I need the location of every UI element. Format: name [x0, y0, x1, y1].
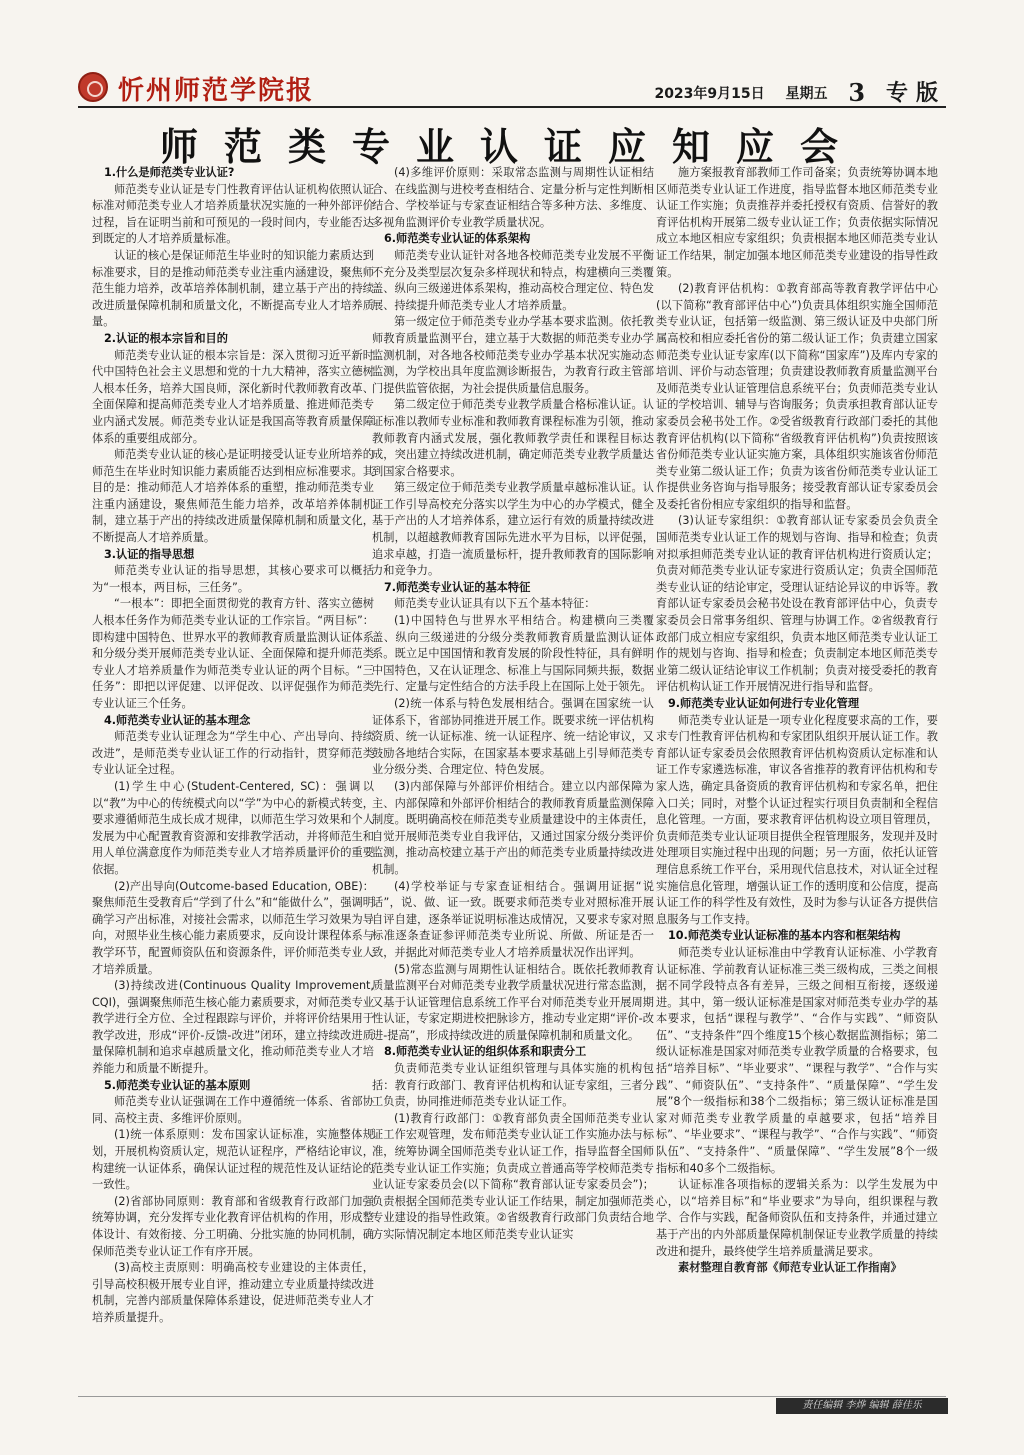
- paragraph: “一根本”：即把全面贯彻党的教育方针、落实立德树人根本任务作为师范类专业认证的工作宗旨。“两目标”：即构建中国特色、世界水平的教师教育质量监测认证体系和分级分类开展师范类专业认证、全面保障和提升师范类专业人才培养质量作为师范类专业认证的两个目标。“三任务”：即把以评促建、以评促改、以评促强作为师范类专业认证三个任务。: [92, 597, 374, 710]
- paragraph: 施方案报教育部教师工作司备案；负责统筹协调本地区师范类专业认证工作进度，指导监督本地区师范类专业认证工作实施；负责推荐并委托授权有资质、信誉好的教育评估机构开展第二级专业认证工作；负责依据实际情况成立本地区相应专家组织；负责根据本地区师范类专业认证工作结果，制定加强本地区师范类专业建设的指导性政策。: [656, 166, 938, 279]
- paragraph: 师范类专业认证强调在工作中遵循统一体系、省部协同、高校主责、多维评价原则。: [92, 1095, 374, 1125]
- paragraph: 认证标准各项指标的逻辑关系为：以学生发展为中心，以“培养目标”和“毕业要求”为导向，组织课程与教学、合作与实践，配备师资队伍和支持条件，并通过建立基于产出的内外部质量保障机制保证专业教学质量的持续改进和提升，最终使学生培养质量满足要求。: [656, 1178, 938, 1258]
- paragraph: (3)认证专家组织：①教育部认证专家委员会负责全国师范类专业认证工作的规划与咨询、指导和检查；负责对拟承担师范类专业认证的教育评估机构进行资质认定；负责对师范类专业认证专家进行资质认定；负责全国师范类专业认证的结论审定，受理认证结论异议的申诉等。教育部认证专家委员会秘书处设在教育部评估中心，负责专家委员会日常事务组织、管理与协调工作。②省级教育行政部门成立相应专家组织，负责本地区师范类专业认证工作的规划与咨询、指导和检查；负责制定本地区师范类专业第二级认证结论审议工作机制；负责对接受委托的教育评估机构认证工作开展情况进行指导和监督。: [656, 514, 938, 694]
- paragraph: 负责师范类专业认证组织管理与具体实施的机构包括：教育行政部门、教育评估机构和认证专家组，三者分工负责，协同推进师范类专业认证工作。: [372, 1062, 654, 1109]
- paragraph: 认证的核心是保证师范生毕业时的知识能力素质达到标准要求，目的是推动师范类专业注重内涵建设，聚焦师范生能力培养，改革培养体制机制，建立基于产出的持续改进质量保障机制和质量文化，不断提高专业人才培养质量。: [92, 248, 374, 329]
- paragraph: 师范类专业认证是一项专业化程度要求高的工作，要求专门性教育评估机构和专家团队组织开展认证工作。教育部认证专家委员会依照教育评估机构资质认定标准和认证工作专家遴选标准，审议各省推荐的教育评估机构和专家人选，确定具备资质的教育评估机构和专家名单，把住入口关；同时，对整个认证过程实行项目负责制和全程信息化管理。一方面，要求教育评估机构设立项目管理员，负责师范类专业认证项目提供全程管理服务，发现并及时处理项目实施过程中出现的问题；另一方面，依托认证管理信息系统工作平台，采用现代信息技术，对认证全过程实施信息化管理，增强认证工作的透明度和公信度，提高认证工作的科学性及有效性，及时为参与认证各方提供信息服务与工作支持。: [656, 713, 938, 926]
- paragraph: (2)统一体系与特色发展相结合。强调在国家统一认证体系下，省部协同推进开展工作。既要求统一评估机构资质、统一认证标准、统一认证程序、统一结论审议，又鼓励各地结合实际，在国家基本要求基础上引导师范类专业分级分类、合理定位、特色发展。: [372, 697, 654, 777]
- section-heading: 9.师范类专业认证如何进行专业化管理: [668, 697, 860, 710]
- section-name: 专版: [885, 81, 946, 106]
- paragraph: (1)教育行政部门：①教育部负责全国师范类专业认证工作宏观管理，发布师范类专业认证工作实施办法与标准，统筹协调全国师范类专业认证工作，指导监督全国师范类专业认证工作实施；负责成立普通高等学校师范类专业认证专家委员会(以下简称“教育部认证专家委员会”)；负责根据全国师范类专业认证工作结果，制定加强师范类专业建设的指导性政策。②省级教育行政部门负责结合地方实际情况制定本地区师范类专业认证实: [372, 1111, 654, 1241]
- page-headline: 师范类专业认证应知应会: [159, 124, 864, 169]
- section-heading: 1.什么是师范类专业认证?: [104, 166, 235, 179]
- article-column-1: [92, 165, 374, 1395]
- article-column-2: [372, 165, 654, 1395]
- paragraph: (2)产出导向(Outcome-based Education, OBE)：聚焦师范生受教育后“学到了什么”和“能做什么”，强调明确学习产出标准，对接社会需求，以师范生学习效果为导向，对照毕业生核心能力素质要求，反向设计课程体系与教学环节，配置师资队伍和资源条件，评价师范类专业人才培养质量。: [92, 879, 374, 976]
- section-heading: 8.师范类专业认证的组织体系和职责分工: [384, 1045, 587, 1059]
- article-column-3: [656, 165, 938, 1395]
- paragraph: 师范类专业认证针对各地各校师范类专业发展不平衡不充分及类型层次复杂多样现状和特点，构建横向三类覆盖、纵向三级递进体系架构，推动高校合理定位、特色发展、持续提升师范类专业人才培养质量。: [372, 248, 654, 312]
- editor-credit: 责任编辑 李烨 编辑 薛佳乐: [776, 1398, 948, 1414]
- page-number: 3: [848, 78, 866, 107]
- paragraph: (4)多维评价原则：采取常态监测与周期性认证相结合、在线监测与进校考查相结合、定量分析与定性判断相结合、学校举证与专家查证相结合等多种方法、多维度、多视角监测评价专业教学质量状况。: [372, 166, 654, 229]
- paragraph: 师范类专业认证的根本宗旨是：深入贯彻习近平新时代中国特色社会主义思想和党的十九大精神，落实立德树人根本任务，培养大国良师，深化新时代教师教育改革、全面保障和提高师范类专业人才培养质量、推进师范类专业内涵式发展。师范类专业认证是我国高等教育质量保障体系的重要组成部分。: [92, 348, 374, 445]
- paragraph: 师范类专业认证的核心是证明接受认证专业所培养的师范生在毕业时知识能力素质能否达到相应标准要求。其目的是：推动师范人才培养体系的重塑，推动师范类专业注重内涵建设，聚焦师范生能力培养，改革培养体制机制，建立基于产出的持续改进质量保障机制和质量文化，不断提高人才培养质量。: [92, 448, 374, 545]
- paragraph: (1)中国特色与世界水平相结合。构建横向三类覆盖、纵向三级递进的分级分类教师教育质量监测认证体系。既立足中国国情和教育发展的阶段性特征，具有鲜明中国特色，又在认证理念、标准上与国际同频共振，数据先行、定量与定性结合的方法手段上在国际上处于领先。: [372, 614, 654, 694]
- paragraph: 第一级定位于师范类专业办学基本要求监测。依托教师教育质量监测平台，建立基于大数据的师范类专业办学监测机制，对各地各校师范类专业办学基本状况实施动态监测，为学校出具年度监测诊断报告，为教育行政主管部门提供监管依据，为社会提供质量信息服务。: [372, 315, 654, 395]
- section-heading: 3.认证的指导思想: [104, 547, 195, 561]
- paragraph: 第二级定位于师范类专业教学质量合格标准认证。认证标准以教师专业标准和教师教育课程标准为引领，推动教师教育内涵式发展，强化教师教学责任和课程目标达成，突出建立持续改进机制，确定师范类专业教学质量达到国家合格要求。: [372, 398, 654, 478]
- section-heading: 10.师范类专业认证标准的基本内容和框架结构: [668, 929, 901, 943]
- issue-weekday: 星期五: [785, 86, 828, 102]
- section-heading: 4.师范类专业认证的基本理念: [104, 713, 251, 727]
- paragraph: (3)高校主责原则：明确高校专业建设的主体责任，引导高校积极开展专业自评，推动建立专业质量持续改进机制，完善内部质量保障体系建设，促进师范类专业人才培养质量提升。: [92, 1261, 374, 1324]
- issue-date: 2023年9月15日: [654, 86, 765, 102]
- paragraph: 师范类专业认证是专门性教育评估认证机构依照认证标准对师范类专业人才培养质量状况实施的一种外部评价过程，旨在证明当前和可预见的一段时间内，专业能否达到既定的人才培养质量标准。: [92, 182, 374, 246]
- paragraph: (1)统一体系原则：发布国家认证标准，实施整体规划，开展机构资质认定，规范认证程序，严格结论审议，构建统一认证体系，确保认证过程的规范性及认证结论的一致性。: [92, 1128, 374, 1192]
- section-heading: 6.师范类专业认证的体系架构: [384, 232, 531, 246]
- issue-info: [638, 76, 946, 107]
- paragraph: 师范类专业认证标准由中学教育认证标准、小学教育认证标准、学前教育认证标准三类三级构成，三类之间根据不同学段特点各有差异，三级之间相互衔接，逐级递进。其中，第一级认证标准是国家对师范类专业办学的基本要求，包括“课程与教学”、“合作与实践”、“师资队伍”、“支持条件”四个维度15个核心数据监测指标；第二级认证标准是国家对师范类专业教学质量的合格要求，包括“培养目标”、“毕业要求”、“课程与教学”、“合作与实践”、“师资队伍”、“支持条件”、“质量保障”、“学生发展”8个一级指标和38个二级指标；第三级认证标准是国家对师范类专业教学质量的卓越要求，包括“培养目标”、“毕业要求”、“课程与教学”、“合作与实践”、“师资队伍”、“支持条件”、“质量保障”、“学生发展”8个一级指标和40多个二级指标。: [656, 945, 938, 1175]
- section-heading: 7.师范类专业认证的基本特征: [384, 580, 531, 594]
- section-heading: 5.师范类专业认证的基本原则: [104, 1078, 251, 1092]
- paragraph: 师范类专业认证理念为“学生中心、产出导向、持续改进”，是师范类专业认证工作的行动指针，贯穿师范类专业认证全过程。: [92, 730, 374, 777]
- paragraph: 师范类专业认证具有以下五个基本特征：: [394, 597, 596, 611]
- section-heading: 2.认证的根本宗旨和目的: [104, 331, 228, 345]
- paragraph: (2)省部协同原则：教育部和省级教育行政部门加强统筹协调，充分发挥专业化教育评估机构的作用，形成整体设计、有效衔接、分工明确、分批实施的协同机制，确保师范类专业认证工作有序开展。: [92, 1194, 374, 1258]
- source-credit: 素材整理自教育部《师范专业认证工作指南》: [678, 1261, 902, 1275]
- paragraph: (1)学生中心(Student-Centered, SC)：强调以以“教”为中心的传统模式向以“学”为中心的新模式转变，要求遵循师范生成长成才规律，以师范生学习效果和个人发展为中心配置教育资源和安排教学活动，并将师范生和用人单位满意度作为师范类专业人才培养质量评价的重要依据。: [92, 779, 374, 876]
- paragraph: 师范类专业认证的指导思想，其核心要求可以概括为“一根本，两目标，三任务”。: [92, 564, 374, 594]
- paragraph: 第三级定位于师范类专业教学质量卓越标准认证。认证工作引导高校充分落实以学生为中心的办学模式，健全基于产出的人才培养体系，建立运行有效的质量持续改进机制，以超越教师教育国际先进水平为目标，以评促强，追求卓越，打造一流质量标杆，提升教师教育的国际影响力和竞争力。: [372, 481, 654, 578]
- newspaper-name: 忻州师范学院报: [118, 76, 315, 106]
- bottom-rule: [78, 1396, 946, 1397]
- paragraph: (3)内部保障与外部评价相结合。建立以内部保障为主、内部保障和外部评价相结合的教师教育质量监测保障制度。既明确高校在师范类专业质量建设中的主体责任，自觉开展师范类专业自我评估，又通过国家分级分类评价监测，推动高校建立基于产出的师范类专业质量持续改进机制。: [372, 779, 654, 876]
- paragraph: (2)教育评估机构：①教育部高等教育教学评估中心(以下简称“教育部评估中心”)负责具体组织实施全国师范类专业认证，包括第一级监测、第三级认证及中央部门所属高校和相应委托省份的第二级认证工作；负责建立国家师范类专业认证专家库(以下简称“国家库”)及库内专家的培训、评价与动态管理；负责建设教师教育质量监测平台及师范类专业认证管理信息系统平台；负责师范类专业认证的学校培训、辅导与咨询服务；负责承担教育部认证专家委员会秘书处工作。②受省级教育行政部门委托的其他教育评估机构(以下简称“省级教育评估机构”)负责按照该省份师范类专业认证实施方案，具体组织实施该省份师范类专业第二级认证工作；负责为该省份师范类专业认证工作提供业务咨询与指导服务；接受教育部认证专家委员会及委托省份相应专家组织的指导和监督。: [656, 282, 938, 511]
- paragraph: (3)持续改进(Continuous Quality Improvement, CQI)，强调聚焦师范生核心能力素质要求，对师范类专业教学进行全方位、全过程跟踪与评价，并将评价结果用于教学改进，形成“评价-反馈-改进”闭环，建立持续改进质量保障机制和追求卓越质量文化，推动师范类专业人才培养能力和质量不断提升。: [92, 979, 374, 1076]
- paragraph: (4)学校举证与专家查证相结合。强调用证据“说话”，说、做、证一致。既要求师范类专业对照标准开展自评自建，逐条举证说明标准达成情况，又要求专家对照标准逐条查证参评师范类专业所说、所做、所证是否一致，并据此对师范类专业人才培养质量状况作出评判。: [372, 879, 654, 959]
- school-seal-icon: [78, 72, 108, 102]
- masthead: [78, 70, 946, 108]
- paragraph: (5)常态监测与周期性认证相结合。既依托教师教育质量监测平台对师范类专业教学质量状况进行常态监测，又基于认证管理信息系统工作平台对师范类专业开展周期性认证，专家定期进校把脉诊方，推动专业定期“评价-改进-提高”，形成持续改进的质量保障机制和质量文化。: [372, 962, 654, 1042]
